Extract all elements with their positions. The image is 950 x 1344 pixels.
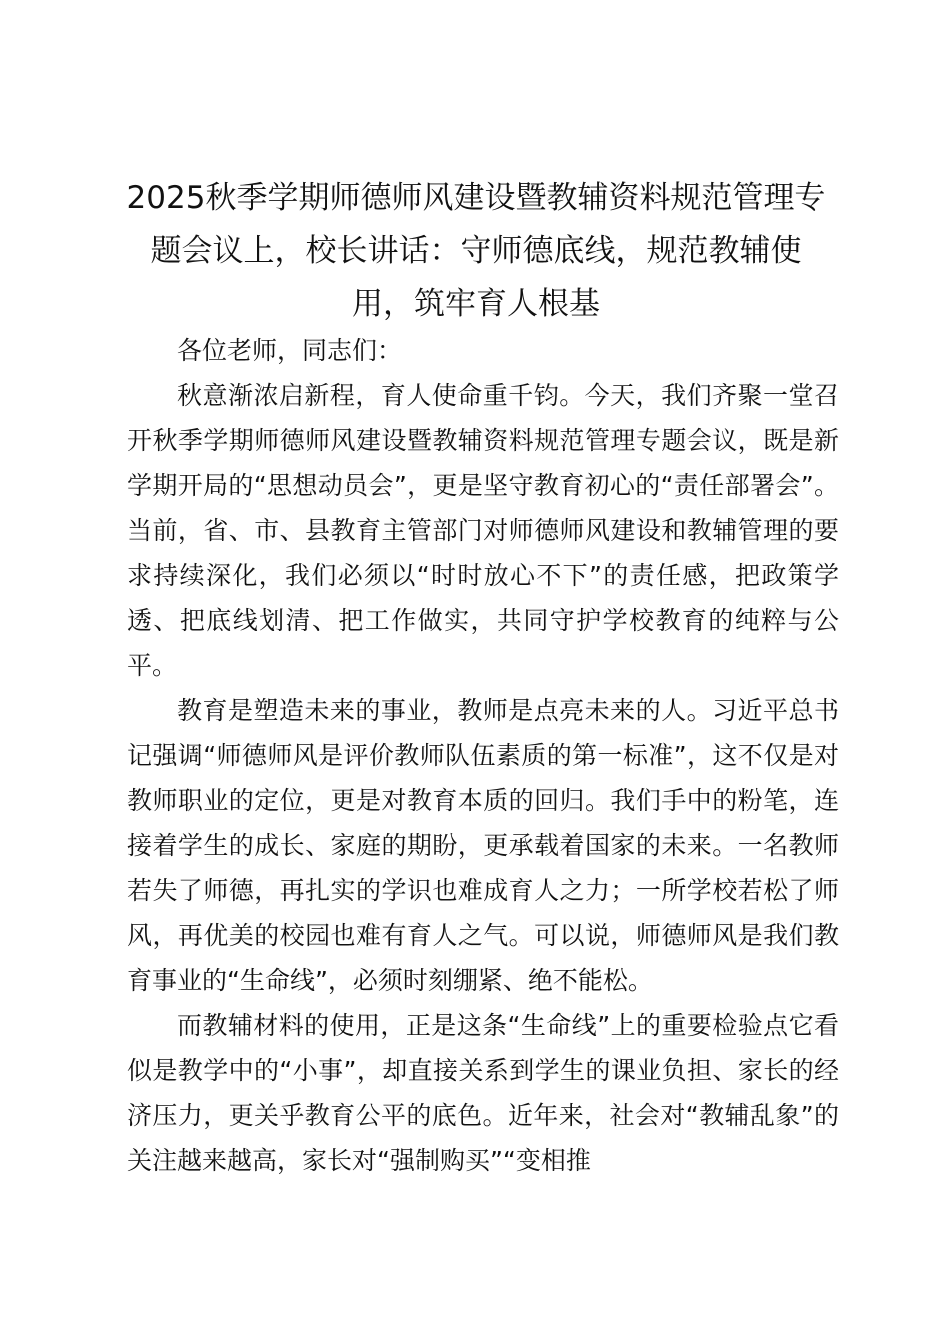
paragraph-2: 教育是塑造未来的事业，教师是点亮未来的人。习近平总书记强调“师德师风是评价教师队伍素质的第一标准”，这不仅是对教师职业的定位，更是对教育本质的回归。我们手中的粉笔，连接着学生的成长、家庭的期盼，更承载着国家的未来。一名教师若失了师德，再扎实的学识也难成育人之力；一所学校若松了师风，再优美的校园也难有育人之气。可以说，师德师风是我们教育事业的“生命线”，必须时刻绷紧、绝不能松。 (127, 696, 839, 995)
salutation: 各位老师，同志们： (177, 336, 403, 365)
paragraph-3: 而教辅材料的使用，正是这条“生命线”上的重要检验点它看似是教学中的“小事”，却直接关系到学生的课业负担、家长的经济压力，更关乎教育公平的底色。近年来，社会对“教辅乱象”的关注越来越高，家长对“强制购买”“变相推 (127, 1011, 839, 1175)
paragraph-1: 秋意渐浓启新程，育人使命重千钧。今天，我们齐聚一堂召开秋季学期师德师风建设暨教辅资料规范管理专题会议，既是新学期开局的“思想动员会”，更是坚守教育初心的“责任部署会”。当前，省、市、县教育主管部门对师德师风建设和教辅管理的要求持续深化，我们必须以“时时放心不下”的责任感，把政策学透、把底线划清、把工作做实，共同守护学校教育的纯粹与公平。 (127, 381, 839, 680)
document-title: 2025秋季学期师德师风建设暨教辅资料规范管理专题会议上，校长讲话：守师德底线，规范教辅使用，筑牢育人根基 (126, 180, 826, 322)
document-body (127, 328, 839, 1183)
